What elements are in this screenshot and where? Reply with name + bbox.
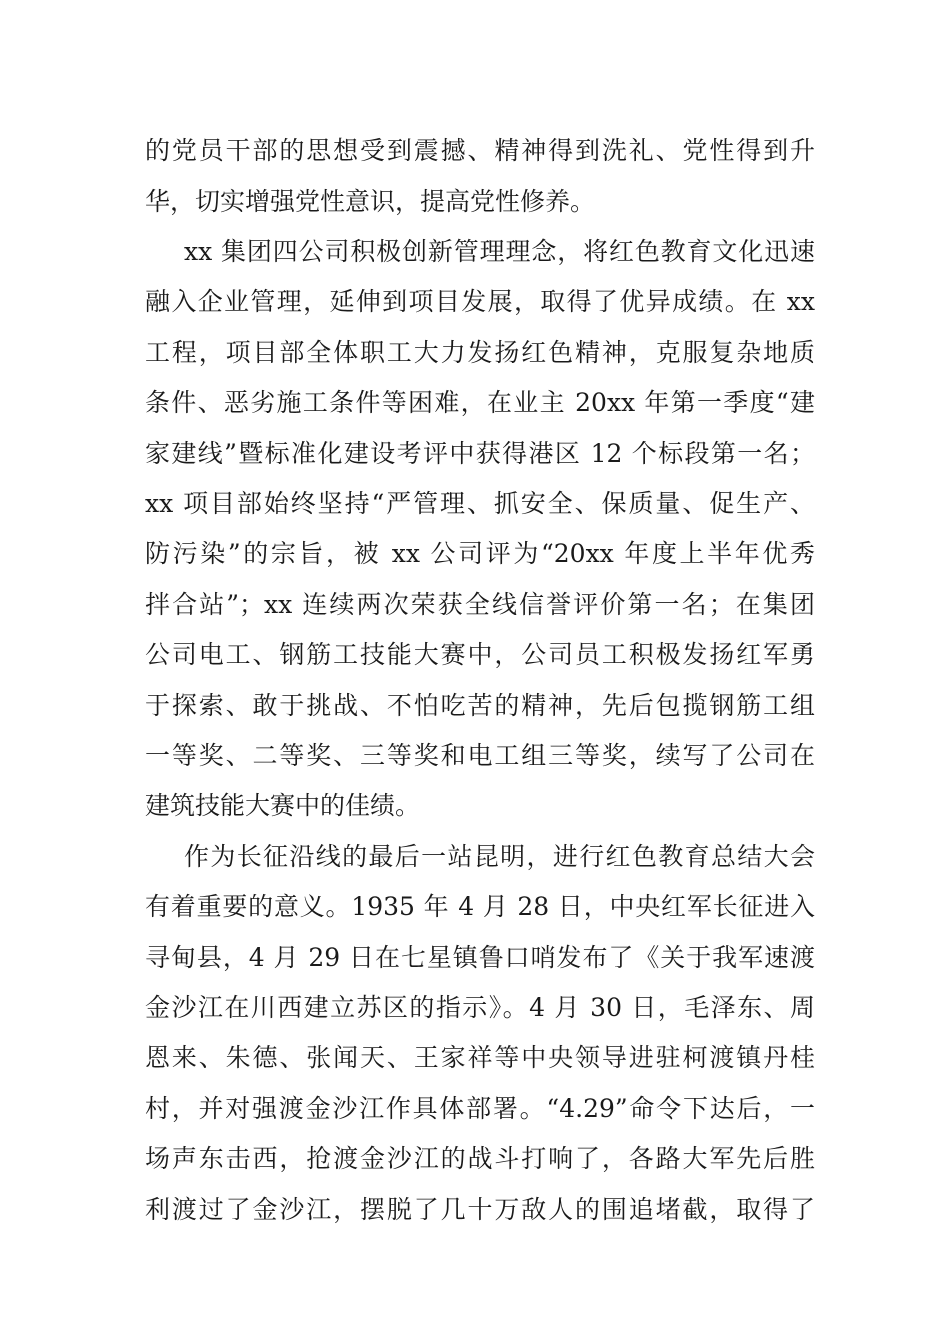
text-line: 家建线”暨标准化建设考评中获得港区 12 个标段第一名； — [145, 439, 815, 468]
text-line: 场声东击西，抢渡金沙江的战斗打响了，各路大军先后胜 — [145, 1144, 815, 1173]
text-line: 公司电工、钢筋工技能大赛中，公司员工积极发扬红军勇 — [145, 640, 815, 669]
text-line: 金沙江在川西建立苏区的指示》。4 月 30 日，毛泽东、周 — [145, 993, 815, 1022]
text-line: 于探索、敢于挑战、不怕吃苦的精神，先后包揽钢筋工组 — [145, 691, 815, 720]
text-line: 华，切实增强党性意识，提高党性修养。 — [145, 187, 596, 216]
text-line: 建筑技能大赛中的佳绩。 — [145, 791, 421, 820]
text-line: 作为长征沿线的最后一站昆明，进行红色教育总结大会 — [184, 842, 815, 871]
text-line: xx 集团四公司积极创新管理理念，将红色教育文化迅速 — [184, 237, 815, 266]
text-line: 的党员干部的思想受到震撼、精神得到洗礼、党性得到升 — [145, 136, 815, 165]
text-line: 工程，项目部全体职工大力发扬红色精神，克服复杂地质 — [145, 338, 815, 367]
text-line: 防污染”的宗旨，被 xx 公司评为“20xx 年度上半年优秀 — [145, 539, 815, 568]
text-line: 利渡过了金沙江，摆脱了几十万敌人的围追堵截，取得了 — [145, 1195, 815, 1224]
text-line: xx 项目部始终坚持“严管理、抓安全、保质量、促生产、 — [145, 489, 815, 518]
text-line: 融入企业管理，延伸到项目发展，取得了优异成绩。在 xx — [145, 287, 815, 316]
text-line: 条件、恶劣施工条件等困难，在业主 20xx 年第一季度“建 — [145, 388, 815, 417]
text-line: 恩来、朱德、张闻天、王家祥等中央领导进驻柯渡镇丹桂 — [145, 1043, 815, 1072]
text-line: 一等奖、二等奖、三等奖和电工组三等奖，续写了公司在 — [145, 741, 815, 770]
text-line: 有着重要的意义。1935 年 4 月 28 日，中央红军长征进入 — [145, 892, 815, 921]
text-line: 拌合站”；xx 连续两次荣获全线信誉评价第一名；在集团 — [145, 590, 815, 619]
text-line: 寻甸县，4 月 29 日在七星镇鲁口哨发布了《关于我军速渡 — [145, 943, 815, 972]
text-line: 村，并对强渡金沙江作具体部署。“4.29”命令下达后，一 — [145, 1094, 815, 1123]
